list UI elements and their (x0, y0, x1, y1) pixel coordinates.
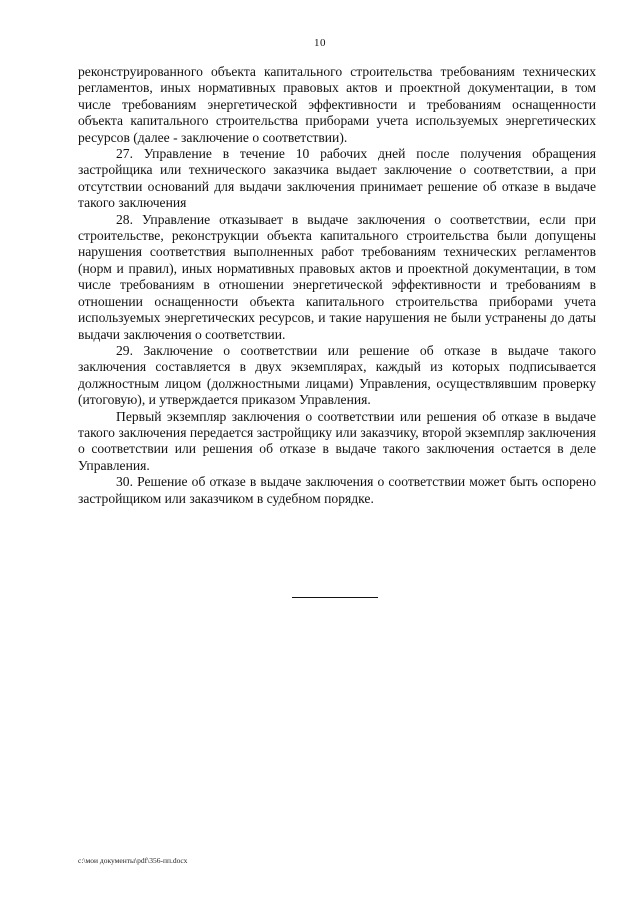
paragraph-28: 28. Управление отказывает в выдаче заключения о соответствии, если при строительстве, реконструкции объекта капитального строительства были допущены нарушения соответствия выполненных работ требованиям технических регламентов (норм и правил), иных нормативных правовых актов и проектной документации, в том числе требованиям в отношении энергетической эффективности и требованиям в отношении оснащенности объекта капитального строительства приборами учета используемых энергетических ресурсов, и такие нарушения не были устранены до даты выдачи заключения о соответствии. (78, 211, 596, 342)
document-body (78, 64, 596, 507)
page-number: 10 (314, 37, 326, 49)
paragraph-29-copies: Первый экземпляр заключения о соответствии или решения об отказе в выдаче такого заключения передается застройщику или заказчику, второй экземпляр заключения о соответствии или решения об отказе в выдаче такого заключения остается в деле Управления. (78, 408, 596, 473)
paragraph-30: 30. Решение об отказе в выдаче заключения о соответствии может быть оспорено застройщиком или заказчиком в судебном порядке. (78, 474, 596, 506)
paragraph-continuation: реконструированного объекта капитального строительства требованиям технических регламентов, иных нормативных правовых актов и проектной документации, в том числе требованиям энергетической эффективности и требованиям оснащенности объекта капитального строительства приборами учета используемых энергетических ресурсов (далее - заключение о соответствии). (78, 64, 596, 145)
paragraph-29: 29. Заключение о соответствии или решение об отказе в выдаче такого заключения составляется в двух экземплярах, каждый из которых подписывается должностным лицом (должностными лицами) Управления, осуществлявшим проверку (итоговую), и утверждается приказом Управления. (78, 342, 596, 408)
end-of-text-rule (292, 597, 378, 598)
paragraph-27: 27. Управление в течение 10 рабочих дней после получения обращения застройщика или технического заказчика выдает заключение о соответствии, а при отсутствии оснований для выдачи заключения принимает решение об отказе в выдаче такого заключения (78, 146, 596, 211)
footer-file-path: c:\мои документы\pdf\356-пп.docx (78, 856, 188, 865)
